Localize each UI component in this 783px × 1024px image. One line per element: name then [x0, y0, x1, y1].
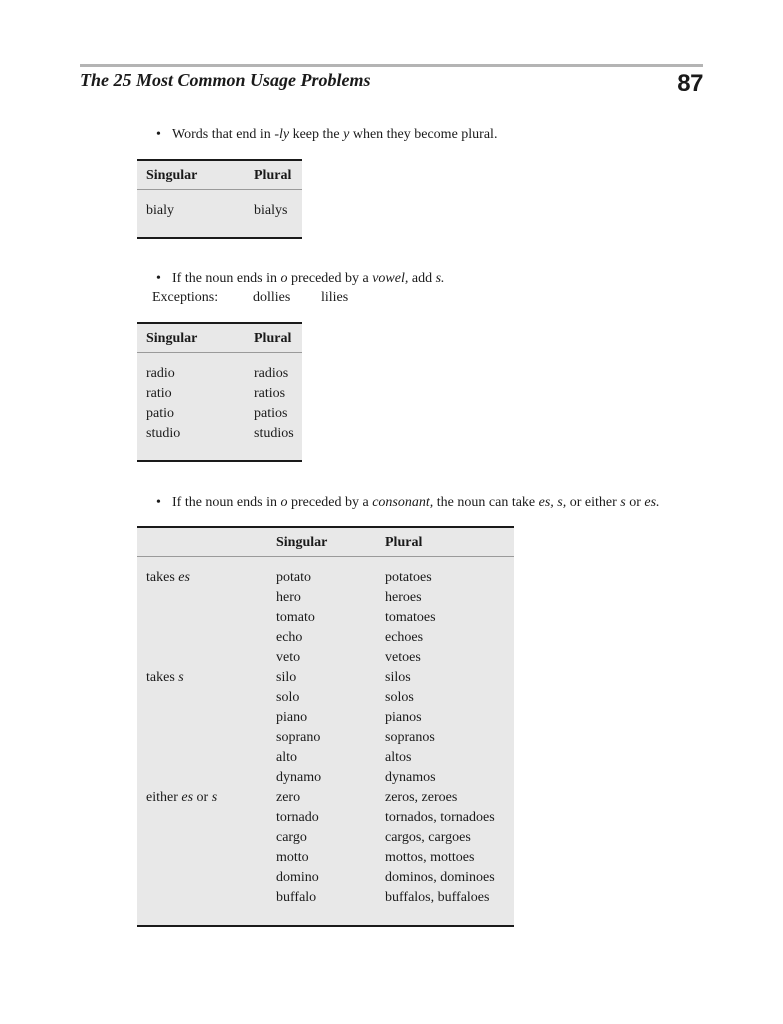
table-cell: studio — [146, 426, 181, 441]
table-cell: silos — [385, 670, 411, 685]
plural-column — [385, 568, 495, 908]
category-label-takes-s: takes s — [146, 670, 184, 685]
table-cell: soprano — [276, 730, 321, 745]
table-cell: piano — [276, 710, 308, 725]
running-head-title: The 25 Most Common Usage Problems — [80, 70, 371, 90]
table-cell: silo — [276, 670, 297, 685]
table-cell: pianos — [385, 710, 422, 725]
table-cell: veto — [276, 650, 301, 665]
exceptions-line — [152, 290, 348, 306]
table-cell: dynamos — [385, 770, 436, 785]
table-cell: mottos, mottoes — [385, 850, 475, 865]
table-cell: studios — [254, 426, 294, 441]
table-header — [137, 528, 514, 557]
bullet-dot: • — [156, 127, 161, 142]
table-cell: radios — [254, 366, 289, 381]
table-consonant-o-plurals — [137, 526, 514, 927]
table-cell: tomato — [276, 610, 315, 625]
header-singular: Singular — [146, 331, 198, 346]
header-plural: Plural — [385, 535, 423, 550]
header-plural: Plural — [254, 168, 292, 183]
table-cell: bialy — [146, 203, 174, 218]
table-cell: sopranos — [385, 730, 435, 745]
singular-column — [146, 201, 174, 221]
table-header — [137, 324, 302, 353]
table-cell: tornados, tornadoes — [385, 810, 495, 825]
table-cell: ratios — [254, 386, 286, 401]
table-cell: dynamo — [276, 770, 322, 785]
table-cell: vetoes — [385, 650, 421, 665]
table-cell: buffalos, buffaloes — [385, 890, 490, 905]
table-vowel-o-plurals — [137, 322, 302, 462]
table-cell: bialys — [254, 203, 288, 218]
table-cell: radio — [146, 366, 175, 381]
header-singular: Singular — [276, 535, 328, 550]
exceptions-label: Exceptions: — [152, 290, 219, 305]
table-cell: heroes — [385, 590, 422, 605]
table-cell: zeros, zeroes — [385, 790, 458, 805]
table-header — [137, 161, 302, 190]
bullet-vowel-rule: • If the noun ends in o preceded by a vowel, add s. — [156, 271, 445, 286]
page-number: 87 — [677, 70, 703, 97]
header-singular: Singular — [146, 168, 198, 183]
table-cell: potatoes — [385, 570, 432, 585]
table-cell: motto — [276, 850, 309, 865]
singular-column — [146, 364, 180, 444]
bullet-consonant-rule: • If the noun ends in o preceded by a consonant, the noun can take es, s, or either s or es. — [156, 495, 660, 510]
table-cell: altos — [385, 750, 412, 765]
table-cell: echo — [276, 630, 303, 645]
plural-column — [254, 364, 294, 444]
table-cell: ratio — [146, 386, 172, 401]
bullet-dot: • — [156, 495, 161, 510]
table-cell: tomatoes — [385, 610, 436, 625]
table-cell: zero — [276, 790, 301, 805]
table-ly-plurals — [137, 159, 302, 239]
bullet-dot: • — [156, 271, 161, 286]
exception-word: lilies — [321, 290, 349, 305]
table-cell: patio — [146, 406, 174, 421]
table-cell: cargo — [276, 830, 307, 845]
category-label-either: either es or s — [146, 790, 218, 805]
table-cell: tornado — [276, 810, 319, 825]
category-column — [146, 568, 217, 808]
exception-word: dollies — [253, 290, 291, 305]
table-cell: dominos, dominoes — [385, 870, 495, 885]
table-cell: cargos, cargoes — [385, 830, 471, 845]
singular-column — [276, 568, 321, 908]
table-cell: domino — [276, 870, 319, 885]
plural-column — [254, 201, 287, 221]
table-cell: solos — [385, 690, 414, 705]
table-cell: patios — [254, 406, 288, 421]
category-label-takes-es: takes es — [146, 570, 190, 585]
header-rule — [80, 64, 703, 67]
table-cell: echoes — [385, 630, 424, 645]
table-cell: buffalo — [276, 890, 317, 905]
header-plural: Plural — [254, 331, 292, 346]
table-cell: alto — [276, 750, 297, 765]
bullet-ly-rule: • Words that end in -ly keep the y when they become plural. — [156, 127, 498, 142]
table-cell: solo — [276, 690, 300, 705]
table-cell: potato — [276, 570, 311, 585]
table-cell: hero — [276, 590, 301, 605]
